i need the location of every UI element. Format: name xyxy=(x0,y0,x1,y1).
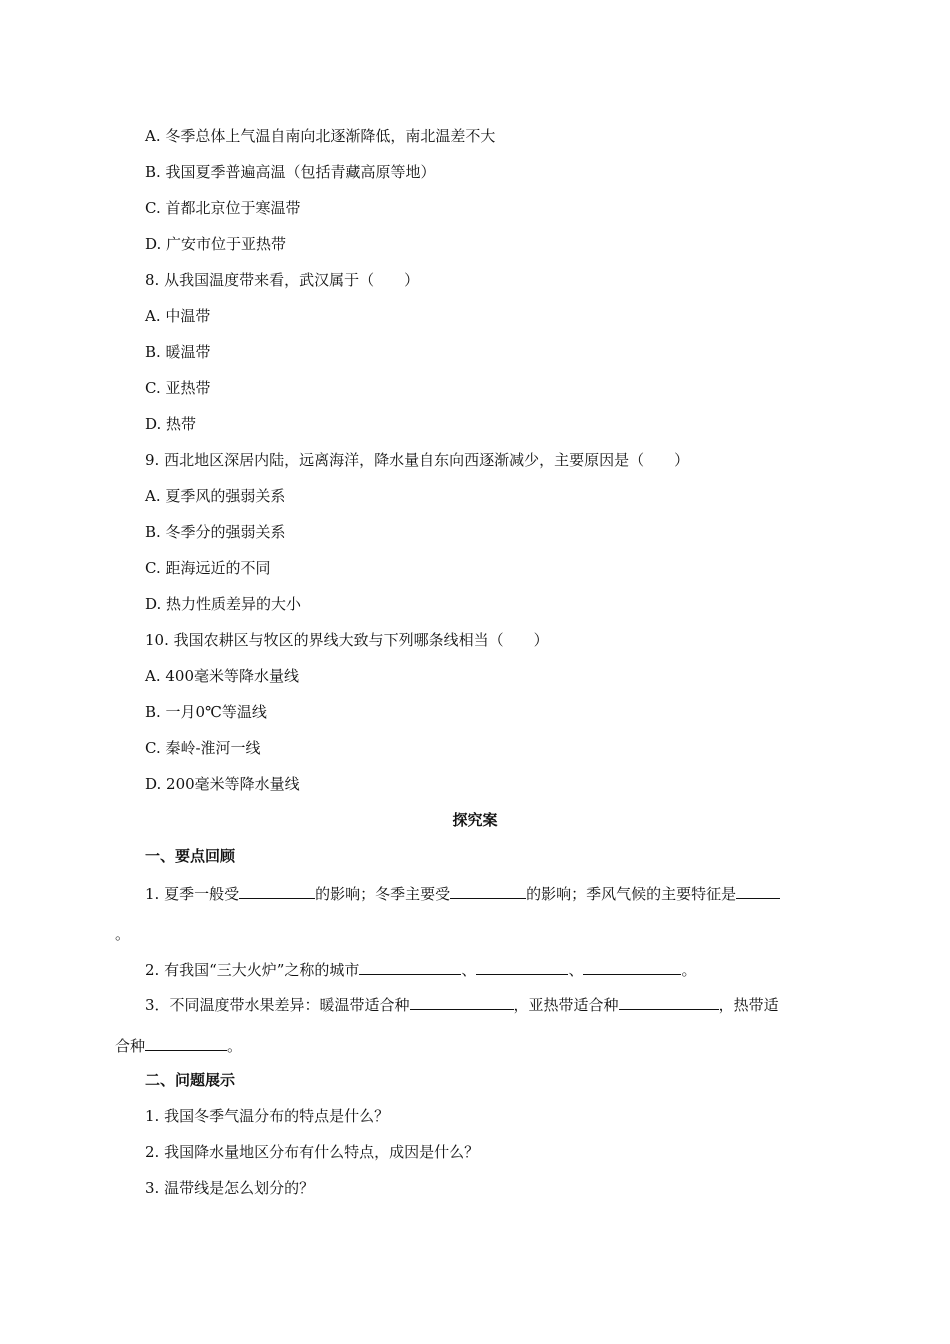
review-item-1-text-1: 1. 夏季一般受 xyxy=(145,885,240,903)
q8-option-b: B. 暖温带 xyxy=(145,343,211,361)
section1-heading: 一、要点回顾 xyxy=(145,847,236,865)
q8-option-d: D. 热带 xyxy=(145,415,197,433)
q9-option-c: C. 距海远近的不同 xyxy=(145,559,271,577)
q9-option-b: B. 冬季分的强弱关系 xyxy=(145,523,286,541)
q10-option-b: B. 一月0℃等温线 xyxy=(145,703,267,721)
fill-blank[interactable] xyxy=(145,1035,227,1051)
review-item-3-text-2: ，亚热带适合种 xyxy=(513,996,619,1014)
q10-option-c: C. 秦岭-淮河一线 xyxy=(145,739,261,757)
fill-blank[interactable] xyxy=(239,883,315,899)
review-item-2-text: 2. 有我国“三大火炉”之称的城市 xyxy=(145,961,360,979)
review-item-1 xyxy=(145,883,780,904)
separator: 、 xyxy=(461,961,477,979)
q10-stem: 10. 我国农耕区与牧区的界线大致与下列哪条线相当（ ） xyxy=(145,631,549,649)
fill-blank[interactable] xyxy=(476,959,568,975)
fill-blank[interactable] xyxy=(450,883,526,899)
explore-title: 探究案 xyxy=(452,811,498,829)
fill-blank[interactable] xyxy=(736,883,780,899)
review-item-1-text-2: 的影响；冬季主要受 xyxy=(315,885,451,903)
q8-stem: 8. 从我国温度带来看，武汉属于（ ） xyxy=(145,271,420,289)
problem-question-1: 1. 我国冬季气温分布的特点是什么？ xyxy=(145,1107,390,1125)
q9-stem: 9. 西北地区深居内陆，远离海洋，降水量自东向西逐渐减少，主要原因是（ ） xyxy=(145,451,690,469)
q8-option-a: A. 中温带 xyxy=(145,307,211,325)
review-item-2 xyxy=(145,959,696,980)
q9-option-a: A. 夏季风的强弱关系 xyxy=(145,487,286,505)
q7-option-c: C. 首都北京位于寒温带 xyxy=(145,199,301,217)
problem-question-3: 3. 温带线是怎么划分的？ xyxy=(145,1179,315,1197)
section2-heading: 二、问题展示 xyxy=(145,1071,236,1089)
review-item-3-text-3: ，热带适 xyxy=(718,996,779,1014)
q7-option-b: B. 我国夏季普遍高温（包括青藏高原等地） xyxy=(145,163,436,181)
review-item-3-text-1: 3．不同温度带水果差异：暖温带适合种 xyxy=(145,996,410,1014)
review-item-3-text-4: 合种 xyxy=(115,1037,146,1055)
q9-option-d: D. 热力性质差异的大小 xyxy=(145,595,302,613)
end-mark: 。 xyxy=(681,961,697,979)
problem-question-2: 2. 我国降水量地区分布有什么特点，成因是什么？ xyxy=(145,1143,480,1161)
fill-blank[interactable] xyxy=(619,994,719,1010)
q7-option-a: A. 冬季总体上气温自南向北逐渐降低，南北温差不大 xyxy=(145,127,496,145)
fill-blank[interactable] xyxy=(583,959,681,975)
review-item-1-tail: 。 xyxy=(115,925,131,943)
q7-option-d: D. 广安市位于亚热带 xyxy=(145,235,287,253)
separator: 、 xyxy=(568,961,584,979)
review-item-3 xyxy=(145,994,779,1015)
fill-blank[interactable] xyxy=(359,959,461,975)
q10-option-d: D. 200毫米等降水量线 xyxy=(145,775,300,793)
review-item-1-text-3: 的影响；季风气候的主要特征是 xyxy=(526,885,737,903)
fill-blank[interactable] xyxy=(410,994,514,1010)
q8-option-c: C. 亚热带 xyxy=(145,379,211,397)
q10-option-a: A. 400毫米等降水量线 xyxy=(145,667,299,685)
end-mark: 。 xyxy=(227,1037,243,1055)
review-item-3-cont xyxy=(115,1035,242,1056)
